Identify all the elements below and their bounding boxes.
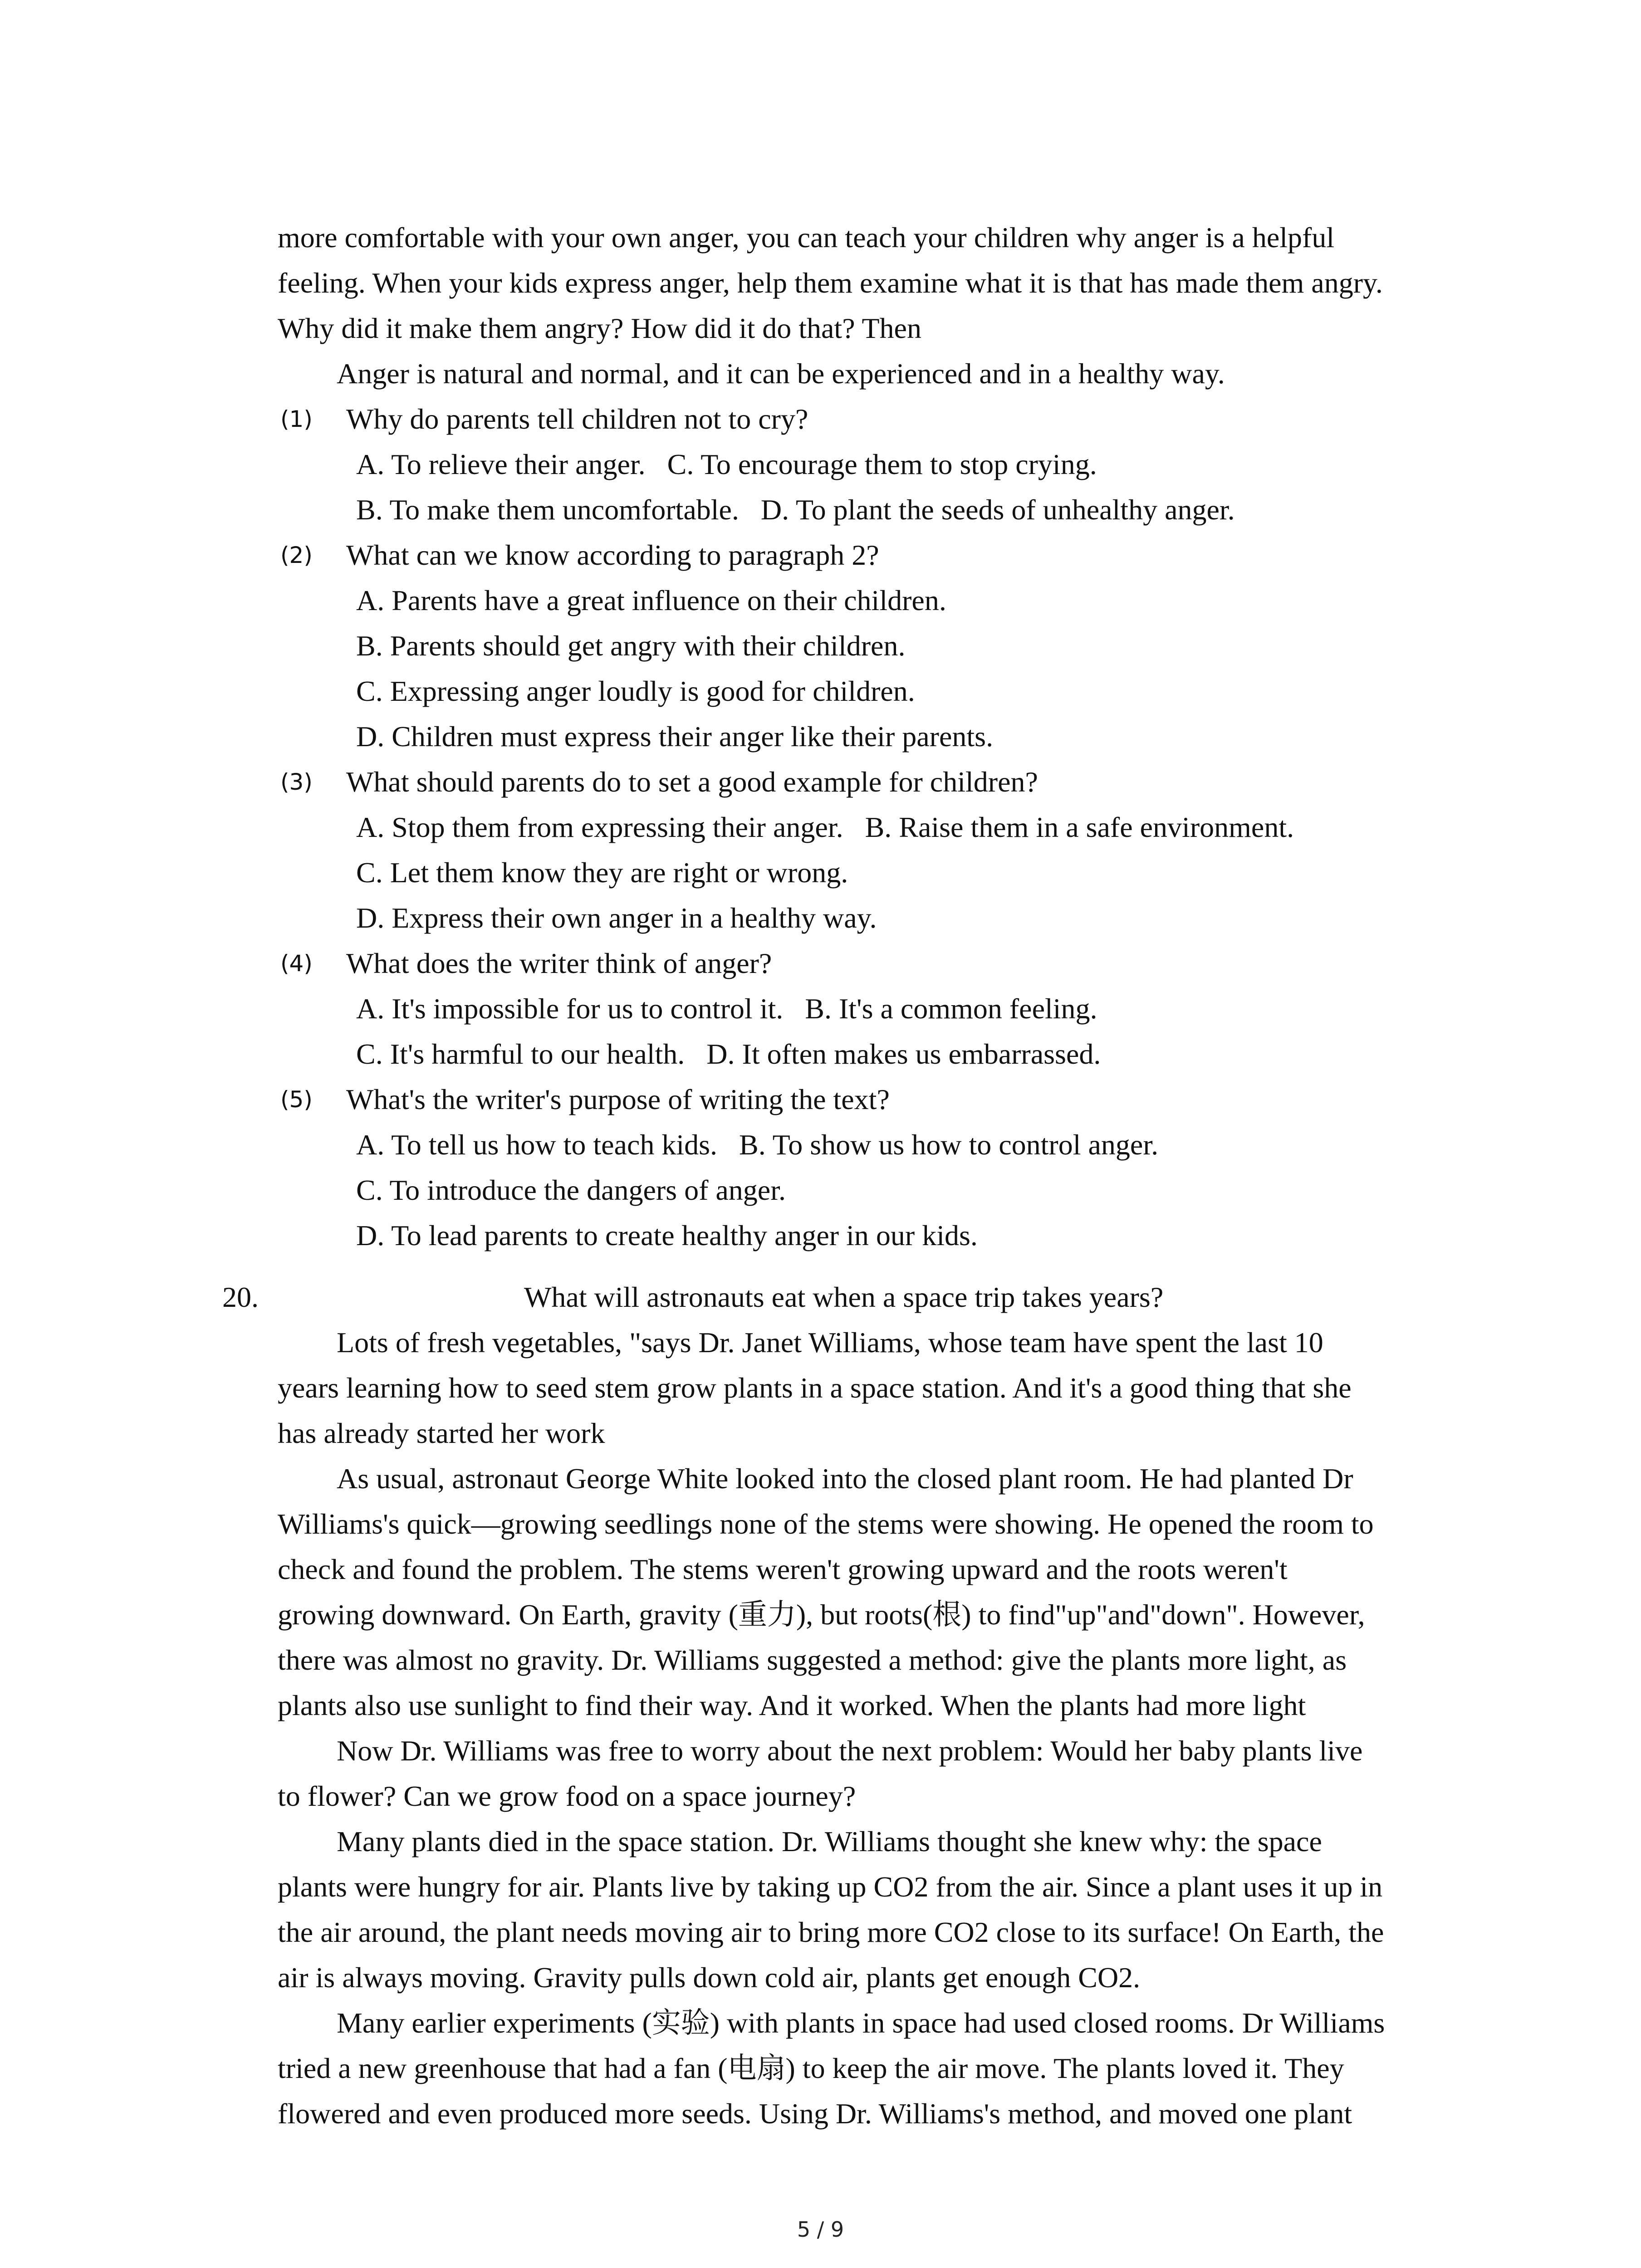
question-stem: What does the writer think of anger? xyxy=(346,947,772,979)
question-option: B. To make them uncomfortable. D. To plant the seeds of unhealthy anger. xyxy=(356,494,1235,526)
question-number: (2) xyxy=(280,542,313,568)
question-option: A. Stop them from expressing their anger. B. Raise them in a safe environment. xyxy=(356,811,1294,843)
question-option: D. Express their own anger in a healthy way. xyxy=(356,902,877,934)
paragraph-line: air is always moving. Gravity pulls down cold air, plants get enough CO2. xyxy=(278,1961,1141,1994)
section-title: What will astronauts eat when a space trip takes years? xyxy=(524,1281,1164,1313)
question-stem: What's the writer's purpose of writing the text? xyxy=(346,1083,890,1115)
paragraph-line: to flower? Can we grow food on a space journey? xyxy=(278,1780,856,1812)
paragraph-line: Anger is natural and normal, and it can be experienced and in a healthy way. xyxy=(337,357,1225,390)
paragraph-line: years learning how to seed stem grow plants in a space station. And it's a good thing that she xyxy=(278,1372,1352,1404)
paragraph-line: check and found the problem. The stems weren't growing upward and the roots weren't xyxy=(278,1553,1288,1585)
paragraph-line: flowered and even produced more seeds. Using Dr. Williams's method, and moved one plant xyxy=(278,2097,1352,2130)
question-option: C. Expressing anger loudly is good for children. xyxy=(356,675,915,707)
paragraph-line: Williams's quick—growing seedlings none of the stems were showing. He opened the room to xyxy=(278,1508,1374,1540)
question-option: D. Children must express their anger like their parents. xyxy=(356,720,994,753)
paragraph-line: Why did it make them angry? How did it do that? Then xyxy=(278,312,921,344)
paragraph-line: plants were hungry for air. Plants live by taking up CO2 from the air. Since a plant uses it up in xyxy=(278,1871,1383,1903)
question-stem: What can we know according to paragraph 2? xyxy=(346,539,879,571)
paragraph-line: has already started her work xyxy=(278,1417,605,1449)
question-option: D. To lead parents to create healthy anger in our kids. xyxy=(356,1219,978,1251)
paragraph-line: there was almost no gravity. Dr. Williams suggested a method: give the plants more light, as xyxy=(278,1644,1347,1676)
question-option: C. Let them know they are right or wrong. xyxy=(356,856,848,889)
paragraph-line: Many plants died in the space station. Dr. Williams thought she knew why: the space xyxy=(337,1825,1322,1857)
question-option: A. It's impossible for us to control it. B. It's a common feeling. xyxy=(356,992,1097,1025)
paragraph-line: Many earlier experiments (实验) with plants in space had used closed rooms. Dr Williams xyxy=(337,2007,1385,2039)
paragraph-line: Lots of fresh vegetables, "says Dr. Janet Williams, whose team have spent the last 10 xyxy=(337,1326,1323,1359)
question-option: A. To relieve their anger. C. To encourage them to stop crying. xyxy=(356,448,1097,480)
question-number: (5) xyxy=(280,1086,313,1113)
page-indicator: 5 / 9 xyxy=(797,2217,844,2242)
question-stem: Why do parents tell children not to cry? xyxy=(346,403,808,435)
question-number: (3) xyxy=(280,769,313,795)
paragraph-line: growing downward. On Earth, gravity (重力), but roots(根) to find"up"and"down". However, xyxy=(278,1598,1365,1631)
section-number: 20. xyxy=(222,1281,259,1313)
question-option: C. It's harmful to our health. D. It often makes us embarrassed. xyxy=(356,1038,1101,1070)
paragraph-line: the air around, the plant needs moving air to bring more CO2 close to its surface! On Earth, the xyxy=(278,1916,1384,1948)
question-stem: What should parents do to set a good example for children? xyxy=(346,766,1038,798)
paragraph-line: more comfortable with your own anger, you can teach your children why anger is a helpful xyxy=(278,221,1335,254)
paragraph-line: Now Dr. Williams was free to worry about the next problem: Would her baby plants live xyxy=(337,1735,1363,1767)
paragraph-line: plants also use sunlight to find their way. And it worked. When the plants had more light xyxy=(278,1689,1306,1721)
question-option: B. Parents should get angry with their children. xyxy=(356,630,906,662)
paragraph-line: As usual, astronaut George White looked into the closed plant room. He had planted Dr xyxy=(337,1462,1353,1495)
question-option: C. To introduce the dangers of anger. xyxy=(356,1174,786,1206)
question-number: (4) xyxy=(280,950,313,977)
question-option: A. Parents have a great influence on their children. xyxy=(356,584,946,616)
question-option: A. To tell us how to teach kids. B. To show us how to control anger. xyxy=(356,1129,1159,1161)
paragraph-line: tried a new greenhouse that had a fan (电扇) to keep the air move. The plants loved it. They xyxy=(278,2052,1344,2084)
question-number: (1) xyxy=(280,406,313,432)
paragraph-line: feeling. When your kids express anger, help them examine what it is that has made them angry. xyxy=(278,267,1383,299)
